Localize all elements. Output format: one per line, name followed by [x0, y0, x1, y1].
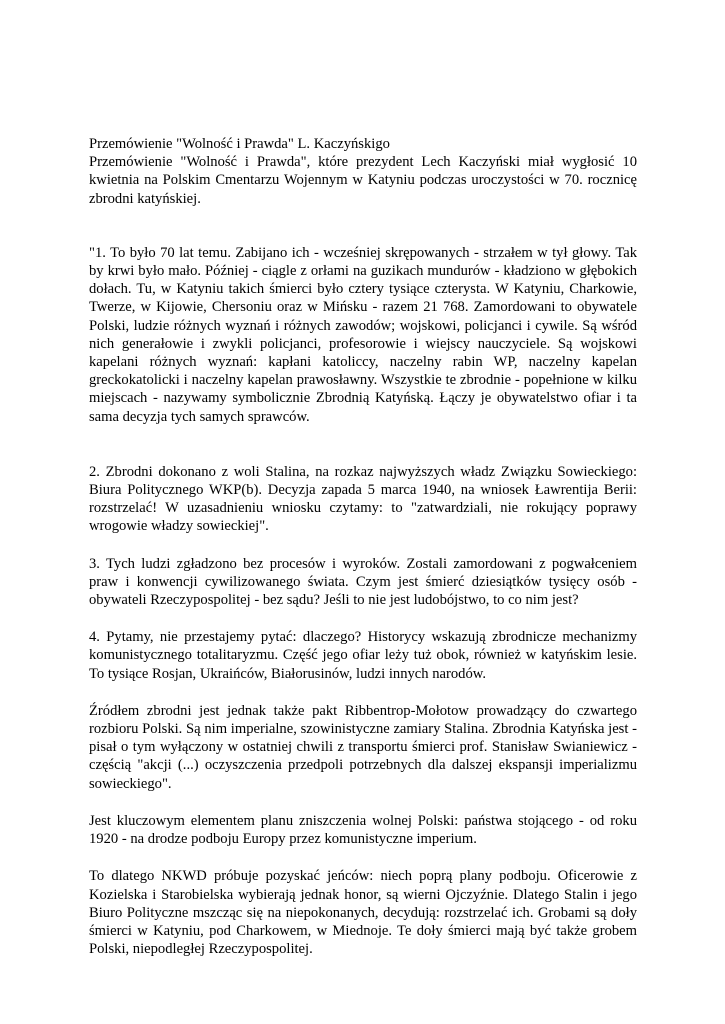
paragraph-5: Źródłem zbrodni jest jednak także pakt Ribbentrop-Mołotow prowadzący do czwartego rozbioru Polski. Są nim imperialne, szowinistyczne zamiary Stalina. Zbrodnia Katyńska jest - pisał o tym wyłączony w ostatniej chwili z transportu śmierci prof. Stanisław Swianiewicz - częścią "akcji (...) oczyszczenia przedpoli potrzebnych dla dalszej ekspansji imperializmu sowieckiego". — [89, 702, 637, 792]
document-page — [89, 135, 637, 958]
paragraph-7: To dlatego NKWD próbuje pozyskać jeńców: niech poprą plany podboju. Oficerowie z Kozielska i Starobielska wybierają jednak honor, są wierni Ojczyźnie. Dlatego Stalin i jego Biuro Polityczne mszcząc się na niepokonanych, decydują: rozstrzelać ich. Grobami są doły śmierci w Katyniu, pod Charkowem, w Miednoje. Te doły śmierci mają być także grobem Polski, niepodległej Rzeczypospolitej. — [89, 868, 637, 958]
paragraph-6: Jest kluczowym elementem planu zniszczenia wolnej Polski: państwa stojącego - od roku 1920 - na drodze podboju Europy przez komunistyczne imperium. — [89, 812, 637, 848]
document-title: Przemówienie "Wolność i Prawda" L. Kaczyńskigo — [89, 136, 390, 152]
paragraph-4: 4. Pytamy, nie przestajemy pytać: dlaczego? Historycy wskazują zbrodnicze mechanizmy komunistycznego totalitaryzmu. Część jego ofiar leży tuż obok, również w katyńskim lesie. To tysiące Rosjan, Ukraińców, Białorusinów, ludzi innych narodów. — [89, 629, 637, 682]
paragraph-2: 2. Zbrodni dokonano z woli Stalina, na rozkaz najwyższych władz Związku Sowieckiego: Biura Politycznego WKP(b). Decyzja zapada 5 marca 1940, na wniosek Ławrentija Berii: rozstrzelać! W uzasadnieniu wniosku czytamy: to "zatwardziali, nie rokujący poprawy wrogowie władzy sowieckiej". — [89, 463, 637, 535]
paragraph-1: "1. To było 70 lat temu. Zabijano ich - wcześniej skrępowanych - strzałem w tył głowy. Tak by krwi było mało. Później - ciągle z orłami na guzikach mundurów - kładziono w głębokich dołach. Tu, w Katyniu takich śmierci było cztery tysiące czterysta. W Katyniu, Charkowie, Twerze, w Kijowie, Chersoniu oraz w Mińsku - razem 21 768. Zamordowani to obywatele Polski, ludzie różnych wyznań i różnych zawodów; wojskowi, policjanci i cywile. Są wśród nich generałowie i zwykli policjanci, profesorowie i wiejscy nauczyciele. Są wojskowi kapelani różnych wyznań: kapłani katoliccy, naczelny rabin WP, naczelny kapelan greckokatolicki i naczelny kapelan prawosławny. Wszystkie te zbrodnie - popełnione w kilku miejscach - nazywamy symbolicznie Zbrodnią Katyńską. Łączy je obywatelstwo ofiar i ta sama decyzja tych samych sprawców. — [89, 244, 637, 425]
intro-paragraph: Przemówienie "Wolność i Prawda", które prezydent Lech Kaczyński miał wygłosić 10 kwietnia na Polskim Cmentarzu Wojennym w Katyniu podczas uroczystości w 70. rocznicę zbrodni katyńskiej. — [89, 154, 637, 207]
paragraph-3: 3. Tych ludzi zgładzono bez procesów i wyroków. Zostali zamordowani z pogwałceniem praw i konwencji cywilizowanego świata. Czym jest śmierć dziesiątków tysięcy osób - obywateli Rzeczypospolitej - bez sądu? Jeśli to nie jest ludobójstwo, to co nim jest? — [89, 555, 637, 609]
